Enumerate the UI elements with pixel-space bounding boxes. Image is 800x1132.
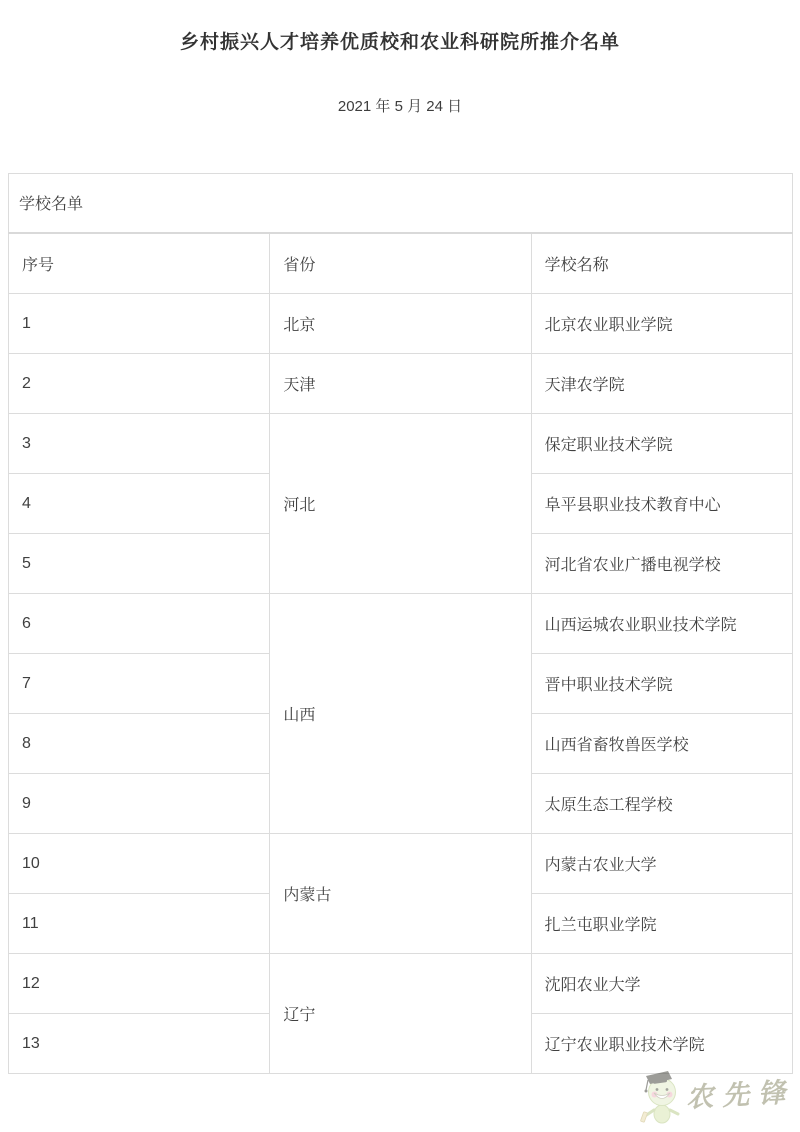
serial-cell: 9 bbox=[9, 774, 270, 834]
province-cell: 内蒙古 bbox=[270, 834, 531, 954]
page-date: 2021 年 5 月 24 日 bbox=[337, 98, 463, 115]
serial-cell: 10 bbox=[9, 834, 270, 894]
school-list-table bbox=[8, 173, 793, 1074]
column-header-school: 学校名称 bbox=[531, 233, 792, 294]
serial-cell: 7 bbox=[9, 654, 270, 714]
serial-cell: 4 bbox=[9, 474, 270, 534]
serial-cell: 3 bbox=[9, 414, 270, 474]
table-row bbox=[9, 294, 793, 354]
serial-cell: 5 bbox=[9, 534, 270, 594]
column-header-province: 省份 bbox=[270, 233, 531, 294]
serial-cell: 11 bbox=[9, 894, 270, 954]
table-row bbox=[9, 354, 793, 414]
province-cell: 山西 bbox=[270, 594, 531, 834]
school-name-cell: 太原生态工程学校 bbox=[531, 774, 792, 834]
school-name-cell: 晋中职业技术学院 bbox=[531, 654, 792, 714]
school-name-cell: 保定职业技术学院 bbox=[531, 414, 792, 474]
school-name-cell: 扎兰屯职业学院 bbox=[531, 894, 792, 954]
serial-cell: 8 bbox=[9, 714, 270, 774]
school-name-cell: 内蒙古农业大学 bbox=[531, 834, 792, 894]
province-cell: 河北 bbox=[270, 414, 531, 594]
school-name-cell: 沈阳农业大学 bbox=[531, 954, 792, 1014]
serial-cell: 6 bbox=[9, 594, 270, 654]
province-cell: 北京 bbox=[270, 294, 531, 354]
school-name-cell: 天津农学院 bbox=[531, 354, 792, 414]
serial-cell: 1 bbox=[9, 294, 270, 354]
table-row bbox=[9, 834, 793, 894]
school-name-cell: 山西运城农业职业技术学院 bbox=[531, 594, 792, 654]
serial-cell: 2 bbox=[9, 354, 270, 414]
school-name-cell: 阜平县职业技术教育中心 bbox=[531, 474, 792, 534]
watermark bbox=[640, 1068, 796, 1124]
school-name-cell: 山西省畜牧兽医学校 bbox=[531, 714, 792, 774]
watermark-text: 农先锋 bbox=[685, 1077, 795, 1113]
table-row bbox=[9, 954, 793, 1014]
serial-cell: 12 bbox=[9, 954, 270, 1014]
table-caption: 学校名单 bbox=[9, 174, 793, 233]
table-row bbox=[9, 594, 793, 654]
table-caption-row bbox=[9, 174, 793, 233]
school-name-cell: 辽宁农业职业技术学院 bbox=[531, 1014, 792, 1074]
column-header-serial: 序号 bbox=[9, 233, 270, 294]
school-name-cell: 河北省农业广播电视学校 bbox=[531, 534, 792, 594]
page-title: 乡村振兴人才培养优质校和农业科研院所推介名单 bbox=[179, 32, 620, 53]
province-cell: 辽宁 bbox=[270, 954, 531, 1074]
province-cell: 天津 bbox=[270, 354, 531, 414]
graduate-mascot-icon bbox=[640, 1068, 684, 1124]
table-header-row bbox=[9, 233, 793, 294]
serial-cell: 13 bbox=[9, 1014, 270, 1074]
table-row bbox=[9, 414, 793, 474]
school-name-cell: 北京农业职业学院 bbox=[531, 294, 792, 354]
